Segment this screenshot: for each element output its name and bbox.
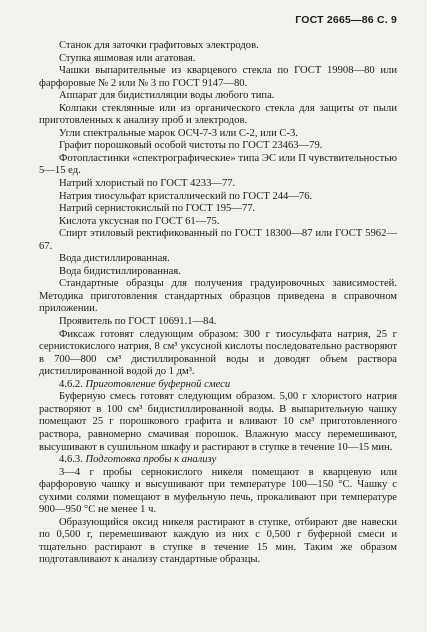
paragraph: Стандартные образцы для получения градуировочных зависимостей. Методика приготовления стандартных образцов приведена в справочном приложении. xyxy=(39,278,397,315)
document-body xyxy=(39,40,397,567)
paragraph: Натрий сернистокислый по ГОСТ 195—77. xyxy=(59,203,256,215)
section-number: 4.6.3. xyxy=(59,454,83,466)
paragraph: Станок для заточки графитовых электродов. xyxy=(59,40,259,51)
paragraph: Натрий хлористый по ГОСТ 4233—77. xyxy=(59,178,236,190)
page-header: ГОСТ 2665—86 С. 9 xyxy=(295,14,397,26)
paragraph: 3—4 г пробы сернокислого никеля помещают в кварцевую или фарфоровую чашку и высушивают при температуре 100—150 °С. Чашку с сухими солями помещают в муфельную печь, прокаливают при температуре 900—950 °С не менее 1 ч. xyxy=(39,466,397,516)
paragraph: Фотопластинки «спектрографические» типа ЭС или П чувствительностью 5—15 ед. xyxy=(39,152,397,177)
paragraph: Аппарат для бидистилляции воды любого типа. xyxy=(59,90,275,102)
paragraph: Спирт этиловый ректификованный по ГОСТ 18300—87 или ГОСТ 5962—67. xyxy=(39,228,397,252)
paragraph: Фиксаж готовят следующим образом: 300 г тиосульфата натрия, 25 г сернистокислого натрия, 8 см³ уксусной кислоты последовательно растворяют в 700—800 см³ дистиллированной воды и доводят объем раствора дистиллированной водой до 1 дм³. xyxy=(39,328,397,378)
section-title: Подготовка пробы к анализу xyxy=(85,454,217,466)
paragraph: Вода бидистиллированная. xyxy=(59,265,181,277)
section-number: 4.6.2. xyxy=(59,378,83,390)
paragraph: Образующийся оксид никеля растирают в ступке, отбирают две навески по 0,500 г, перемешивают каждую из них с 0,500 г буферной смеси и тщательно растирают в ступке в течение 15 мин. Таким же образом подготавливают к анализу стандартные образцы. xyxy=(39,516,397,566)
section-heading xyxy=(39,379,397,392)
paragraph: Чашки выпарительные из кварцевого стекла по ГОСТ 19908—80 или фарфоровые № 2 или № 3 по ГОСТ 9147—80. xyxy=(39,65,397,89)
paragraph: Натрия тиосульфат кристаллический по ГОСТ 244—76. xyxy=(59,190,313,202)
paragraph: Кислота уксусная по ГОСТ 61—75. xyxy=(59,215,220,227)
paragraph: Угли спектральные марок ОСЧ-7-3 или С-2, или С-3. xyxy=(59,127,298,139)
paragraph: Проявитель по ГОСТ 10691.1—84. xyxy=(59,316,217,328)
paragraph: Вода дистиллированная. xyxy=(59,253,170,265)
paragraph: Колпаки стеклянные или из органического стекла для защиты от пыли приготовленных к анализу проб и электродов. xyxy=(39,102,397,127)
section-heading xyxy=(39,454,397,467)
section-title: Приготовление буферной смеси xyxy=(85,378,231,390)
paragraph: Ступка яшмовая или агатовая. xyxy=(59,52,196,64)
paragraph: Буферную смесь готовят следующим образом. 5,00 г хлористого натрия растворяют в 100 см³ бидистиллированной воды. В выпарительную чашку помещают 25 г порошкового графита и вливают 10 см³ приготовленного раствора, равномерно смачивая порошок. Влажную массу перемешивают, высушивают в сушильном шкафу и растирают в ступке в течение 10—15 мин. xyxy=(39,391,397,453)
paragraph: Графит порошковый особой чистоты по ГОСТ 23463—79. xyxy=(59,140,323,152)
